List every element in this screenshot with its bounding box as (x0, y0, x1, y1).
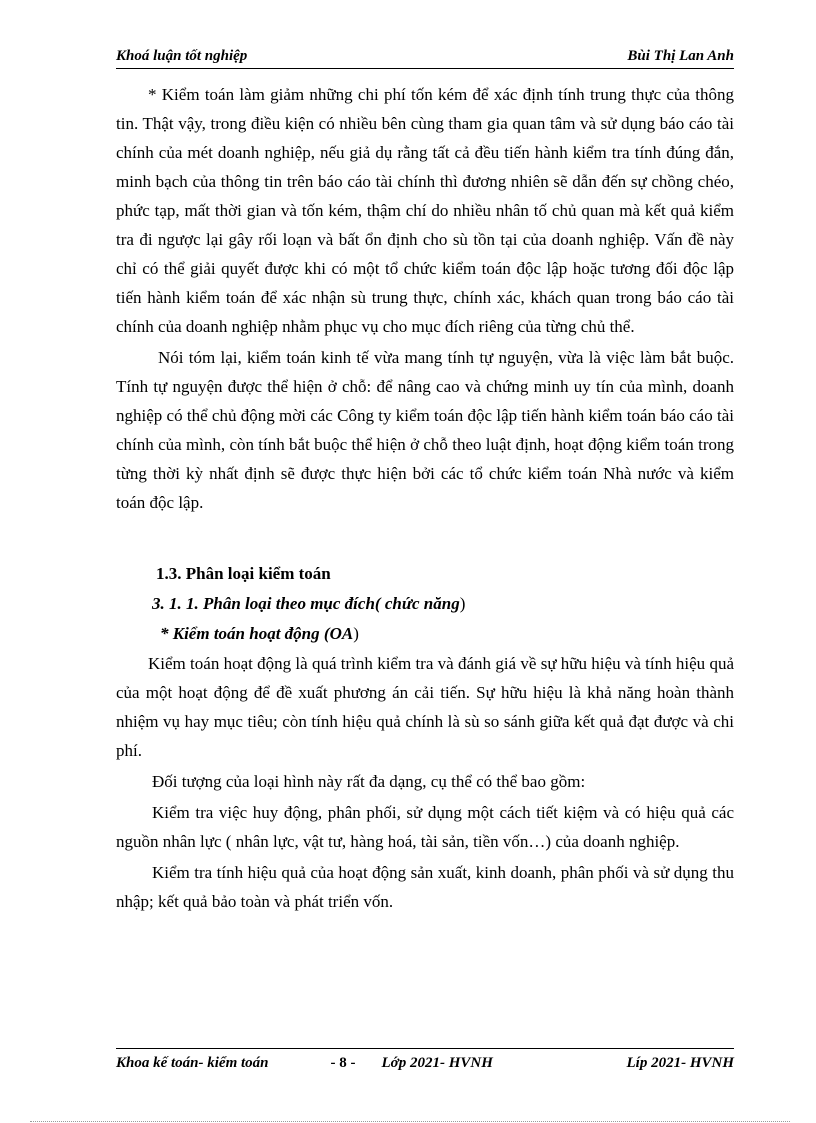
paragraph-efficiency: Kiểm tra tính hiệu quả của hoạt động sản xuất, kinh doanh, phân phối và sử dụng thu nhập; kết quả bảo toàn và phát triển vốn. (116, 863, 734, 911)
page-header (116, 48, 734, 69)
subsection-heading-text: 3. 1. 1. Phân loại theo mục đích( chức năng (152, 594, 460, 613)
topic-heading-abbrev: OA (329, 624, 354, 643)
footer-department: Khoa kế toán- kiểm toán (116, 1055, 269, 1071)
topic-heading-paren: ) (353, 624, 359, 643)
page-footer (116, 1048, 734, 1072)
paragraph-cost-reduction: * Kiểm toán làm giảm những chi phí tốn kém để xác định tính trung thực của thông tin. Thật vậy, trong điều kiện có nhiều bên cùng tham gia quan tâm và sử dụng báo cáo tài chính của mét doanh nghiệp, nếu giả dụ rằng tất cả đều tiến hành kiểm tra tính đúng đắn, minh bạch của thông tin trên báo cáo tài chính thì đương nhiên sẽ dẫn đến sự chồng chéo, phức tạp, mất thời gian và tốn kém, thậm chí do nhiều nhân tố chủ quan mà kết quả kiểm tra đi ngược lại gây rối loạn và bất ổn định cho sù tồn tại của doanh nghiệp. Vấn đề này chỉ có thể giải quyết được khi có một tổ chức kiểm toán độc lập hoặc tương đối độc lập tiến hành kiểm toán để xác nhận sù trung thực, chính xác, khách quan trong báo cáo tài chính của doanh nghiệp nhằm phục vụ cho mục đích riêng của từng chủ thể. (116, 85, 734, 336)
footer-class-right: Líp 2021- HVNH (626, 1055, 734, 1071)
subsection-heading (116, 589, 734, 619)
paragraph-operational-audit: Kiểm toán hoạt động là quá trình kiểm tra và đánh giá về sự hữu hiệu và tính hiệu quả của một hoạt động để đề xuất phương án cải tiến. Sự hữu hiệu là khả năng hoàn thành nhiệm vụ hay mục tiêu; còn tính hiệu quả chính là sù so sánh giữa kết quả đạt được và chi phí. (116, 654, 734, 760)
page-break-line (30, 1121, 790, 1122)
paragraph-summary: Nói tóm lại, kiểm toán kinh tế vừa mang tính tự nguyện, vừa là việc làm bắt buộc. Tính tự nguyện được thể hiện ở chỗ: để nâng cao và chứng minh uy tín của mình, doanh nghiệp có thể chủ động mời các Công ty kiểm toán độc lập tiến hành kiểm toán báo cáo tài chính của mình, còn tính bắt buộc thể hiện ở chỗ theo luật định, hoạt động kiểm toán trong từng thời kỳ nhất định sẽ được thực hiện bởi các tổ chức kiểm toán Nhà nước và kiểm toán độc lập. (116, 348, 734, 512)
topic-heading (116, 619, 734, 649)
paragraph-objects: Đối tượng của loại hình này rất đa dạng, cụ thể có thể bao gồm: (152, 772, 586, 791)
section-heading: 1.3. Phân loại kiểm toán (156, 564, 331, 583)
header-author: Bùi Thị Lan Anh (627, 48, 734, 64)
subsection-heading-paren: ) (459, 594, 466, 613)
paragraph-resources: Kiểm tra việc huy động, phân phối, sử dụng một cách tiết kiệm và có hiệu quả các nguồn nhân lực ( nhân lực, vật tư, hàng hoá, tài sản, tiền vốn…) của doanh nghiệp. (116, 803, 734, 851)
page-body (116, 80, 734, 916)
topic-heading-text: * Kiểm toán hoạt động ( (160, 624, 330, 643)
header-left-title: Khoá luận tốt nghiệp (116, 48, 248, 64)
footer-class: Lớp 2021- HVNH (381, 1055, 493, 1071)
page-number: - 8 - (330, 1055, 356, 1071)
